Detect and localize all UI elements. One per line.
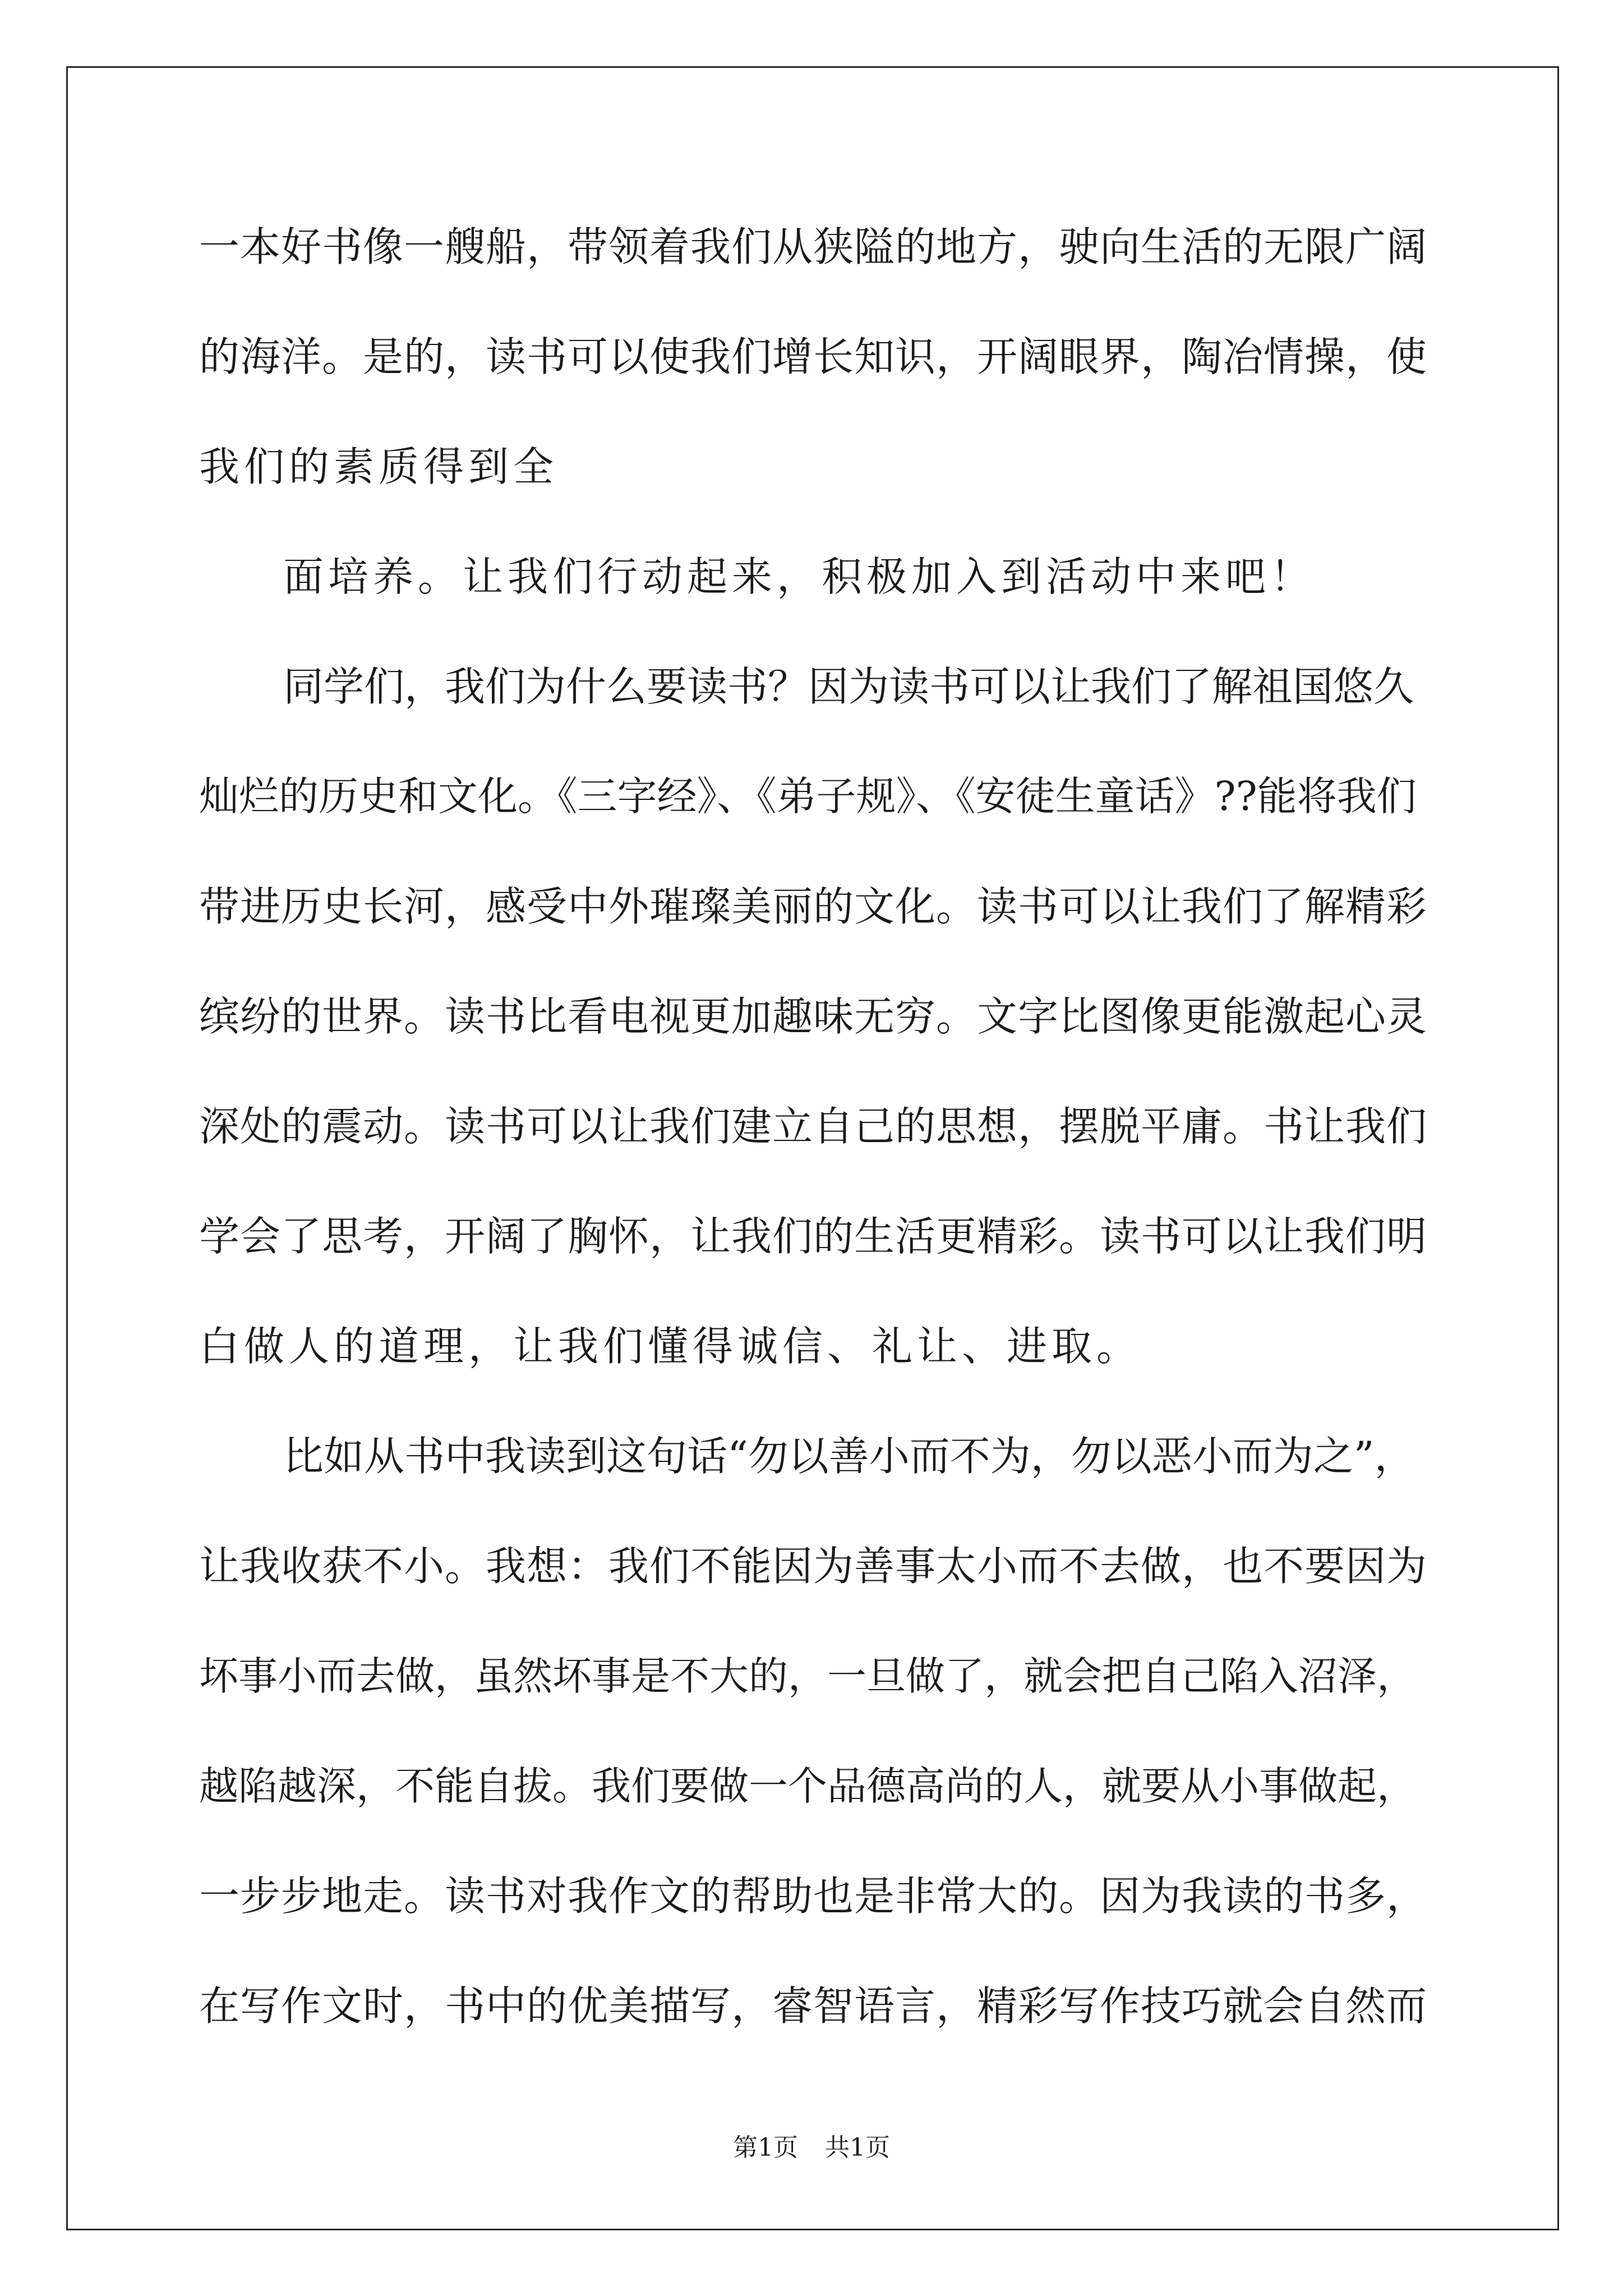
text-line: 深处的震动。读书可以让我们建立自己的思想，摆脱平庸。书让我们 <box>199 1103 1428 1150</box>
text-line: 在写作文时，书中的优美描写，睿智语言，精彩写作技巧就会自然而 <box>199 1982 1428 2030</box>
text-line: 一步步地走。读书对我作文的帮助也是非常大的。因为我读的书多， <box>199 1872 1428 1920</box>
page-number: 第1页 <box>733 2133 798 2162</box>
text-line: 带进历史长河，感受中外璀璨美丽的文化。读书可以让我们了解精彩 <box>199 883 1428 930</box>
text-line: 缤纷的世界。读书比看电视更加趣味无穷。文字比图像更能激起心灵 <box>199 993 1428 1040</box>
text-line: 让我收获不小。我想：我们不能因为善事太小而不去做，也不要因为 <box>199 1543 1428 1590</box>
text-line: 学会了思考，开阔了胸怀，让我们的生活更精彩。读书可以让我们明 <box>199 1213 1428 1260</box>
text-line: 面培养。让我们行动起来，积极加入到活动中来吧！ <box>283 553 1316 600</box>
text-line: 越陷越深，不能自拔。我们要做一个品德高尚的人，就要从小事做起， <box>199 1763 1416 1809</box>
text-line: 同学们，我们为什么要读书？因为读书可以让我们了解祖国悠久 <box>283 663 1414 710</box>
text-line: 我们的素质得到全 <box>199 443 559 490</box>
text-line: 坏事小而去做，虽然坏事是不大的，一旦做了，就会把自己陷入沼泽， <box>199 1653 1416 1699</box>
text-line: 灿烂的历史和文化。《三字经》、《弟子规》、《安徒生童话》??能将我们 <box>199 773 1417 820</box>
text-line: 比如从书中我读到这句话“勿以善小而不为，勿以恶小而为之”， <box>283 1433 1415 1480</box>
page-total: 共1页 <box>825 2133 890 2162</box>
document-body <box>199 216 1427 2085</box>
page-footer <box>0 2131 1623 2165</box>
text-line: 一本好书像一艘船，带领着我们从狭隘的地方，驶向生活的无限广阔 <box>199 223 1428 270</box>
text-line: 白做人的道理，让我们懂得诚信、礼让、进取。 <box>199 1323 1142 1370</box>
text-line: 的海洋。是的，读书可以使我们增长知识，开阔眼界，陶冶情操，使 <box>199 333 1428 380</box>
